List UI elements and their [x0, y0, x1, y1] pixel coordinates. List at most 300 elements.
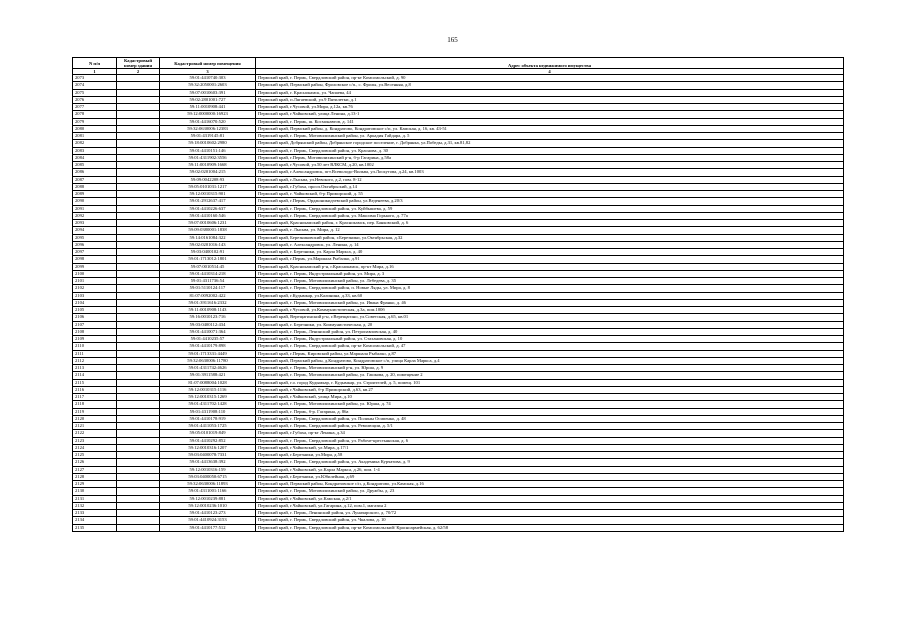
row-number: 2127	[73, 466, 117, 473]
room-cadastral-cell: 59:01:4410178:919	[160, 415, 256, 422]
building-cadastral-cell	[117, 394, 160, 401]
table-row	[73, 133, 844, 140]
room-cadastral-cell: 59:01:4410151:146	[160, 147, 256, 154]
table-row	[73, 96, 844, 103]
building-cadastral-cell	[117, 473, 160, 480]
table-row	[73, 234, 844, 241]
table-row	[73, 307, 844, 314]
table-row	[73, 125, 844, 132]
table-row	[73, 154, 844, 161]
row-number: 2126	[73, 459, 117, 466]
table-row	[73, 176, 844, 183]
building-cadastral-cell	[117, 133, 160, 140]
room-cadastral-cell: 59:05:0101031:1217	[160, 183, 256, 190]
table-row	[73, 408, 844, 415]
room-cadastral-cell: 59:01:4319145:81	[160, 133, 256, 140]
row-number: 2083	[73, 147, 117, 154]
room-cadastral-cell: 59:12:0010315:1269	[160, 394, 256, 401]
property-table	[72, 57, 844, 532]
row-number: 2103	[73, 292, 117, 299]
table-row	[73, 147, 844, 154]
room-cadastral-cell: 59:01:4416070:520	[160, 118, 256, 125]
index-col-2: 2	[117, 69, 160, 75]
room-cadastral-cell: 59:09:0380001:1838	[160, 227, 256, 234]
room-cadastral-cell: 59:32:0630006:11780	[160, 357, 256, 364]
table-row	[73, 299, 844, 306]
building-cadastral-cell	[117, 444, 160, 451]
address-cell: Пермский край, г. Пермь, Мотовилихинский р-н, ул. Юрша, д. 9	[256, 365, 844, 372]
row-number: 2128	[73, 473, 117, 480]
building-cadastral-cell	[117, 227, 160, 234]
row-number: 2075	[73, 89, 117, 96]
row-number: 2110	[73, 343, 117, 350]
room-cadastral-cell: 59:01:4410314:218	[160, 270, 256, 277]
address-cell: Пермский край, г. Пермь, б-р. Гагарина, д. 86а	[256, 408, 844, 415]
table-row	[73, 379, 844, 386]
building-cadastral-cell	[117, 82, 160, 89]
room-cadastral-cell: 59:11:0010909:1668	[160, 162, 256, 169]
row-number: 2073	[73, 75, 117, 82]
table-row	[73, 437, 844, 444]
row-number: 2109	[73, 336, 117, 343]
address-cell: Пермский край, г. Чайковский, б-р Приморский, д. 55	[256, 191, 844, 198]
address-cell: Пермский край, г. Лысьва, ул. Мира, д. 12	[256, 227, 844, 234]
address-cell: Пермский край, г. Пермь, Мотовилихинский район, ул. Гашкова, д. 20, помещение 2	[256, 372, 844, 379]
row-number: 2135	[73, 524, 117, 531]
address-cell: Пермский край, г.Чусовой, ул.Коммунистическая, д.3а, пом.100б	[256, 307, 844, 314]
address-cell: Пермский край, г.Чусовой, ул.Мира, д.12а, кв.76	[256, 104, 844, 111]
header-address: Адрес объекта недвижимого имущества	[256, 58, 844, 69]
room-cadastral-cell: 59:01:4311736:54	[160, 278, 256, 285]
address-cell: Пермский край, г.Чайковский, б-р Приморский, д.63, кв.27	[256, 386, 844, 393]
row-number: 2116	[73, 386, 117, 393]
address-cell: Пермский край, г. Пермь, Свердловский район, ул. Куйбышева, д. 59	[256, 205, 844, 212]
building-cadastral-cell	[117, 321, 160, 328]
address-cell: Пермский край, г. Пермь, Свердловский район, пр-кт Комсомольский, д. 47	[256, 343, 844, 350]
building-cadastral-cell	[117, 191, 160, 198]
row-number: 2106	[73, 314, 117, 321]
room-cadastral-cell: 59:01:4410292:852	[160, 437, 256, 444]
room-cadastral-cell: 59:01:4410123:273	[160, 510, 256, 517]
index-col-3: 3	[160, 69, 256, 75]
row-number: 2096	[73, 241, 117, 248]
room-cadastral-cell: 59:01:4311702:1428	[160, 401, 256, 408]
address-cell: Пермский край, Березниковский район, г.Березники, ул.Октябрьская, д.32	[256, 234, 844, 241]
building-cadastral-cell	[117, 423, 160, 430]
building-cadastral-cell	[117, 75, 160, 82]
row-number: 2133	[73, 510, 117, 517]
row-number: 2080	[73, 125, 117, 132]
table-row	[73, 227, 844, 234]
address-cell: Пермский край, г. Пермь, Индустриальный район, ул. Стахановская, д. 10	[256, 336, 844, 343]
row-number: 2125	[73, 452, 117, 459]
building-cadastral-cell	[117, 343, 160, 350]
room-cadastral-cell: 59:03:0400078:7331	[160, 452, 256, 459]
address-cell: Пермский край, г. Пермь, Мотовилихинский район, ул. Лебедева, д. 35	[256, 278, 844, 285]
table-row	[73, 111, 844, 118]
room-cadastral-cell: 59:18:0010602:2980	[160, 140, 256, 147]
address-cell: Пермский край, г. Березники, ул. Карла Маркса, д. 40	[256, 249, 844, 256]
row-number: 2107	[73, 321, 117, 328]
table-row	[73, 365, 844, 372]
building-cadastral-cell	[117, 466, 160, 473]
building-cadastral-cell	[117, 386, 160, 393]
building-cadastral-cell	[117, 234, 160, 241]
row-number: 2112	[73, 357, 117, 364]
room-cadastral-cell: 59:01:1713012:1801	[160, 256, 256, 263]
row-number: 2121	[73, 423, 117, 430]
address-cell: Пермский край, г.Пермь, Орджоникидзевский район, ул.Веденеева, д.20/3	[256, 198, 844, 205]
table-row	[73, 495, 844, 502]
address-cell: Пермский край, г. Пермь, Свердловский район, ул. Революции, д. 5/1	[256, 423, 844, 430]
row-number: 2104	[73, 299, 117, 306]
building-cadastral-cell	[117, 183, 160, 190]
table-row	[73, 256, 844, 263]
table-row	[73, 89, 844, 96]
room-cadastral-cell: 59:01:4410235:57	[160, 336, 256, 343]
row-number: 2132	[73, 502, 117, 509]
building-cadastral-cell	[117, 481, 160, 488]
address-cell: Пермский край, г. Пермь, Свердловский район, ул. Рабоче-крестьянская, д. 6	[256, 437, 844, 444]
row-number: 2124	[73, 444, 117, 451]
row-number: 2091	[73, 205, 117, 212]
room-cadastral-cell: 59:32:0630006:12383	[160, 125, 256, 132]
row-number: 2119	[73, 408, 117, 415]
room-cadastral-cell: 59:01:4410924:3153	[160, 517, 256, 524]
address-cell: Пермский край, г. Краснокамск, ул. Чапаева, 44	[256, 89, 844, 96]
address-cell: Пермский край, г. Пермь, Индустриальный район, ул. Мира, д. 3	[256, 270, 844, 277]
table-row	[73, 241, 844, 248]
address-cell: Пермский край, Пермский район, Фроловское с/п., с. Фролы, ул.Весенняя, д.8	[256, 82, 844, 89]
room-cadastral-cell: 59:07:0010606:1231	[160, 220, 256, 227]
building-cadastral-cell	[117, 495, 160, 502]
address-cell: Пермский край, г. Пермь, Ленинский район, ул. Луначарского, д. 70/72	[256, 510, 844, 517]
building-cadastral-cell	[117, 510, 160, 517]
building-cadastral-cell	[117, 401, 160, 408]
table-row	[73, 357, 844, 364]
room-cadastral-cell: 81:07:0092002:422	[160, 292, 256, 299]
table-row	[73, 205, 844, 212]
address-cell: Пермский край, г.Пермь, Кировский район, ул.Маршала Рыбалко, д.87	[256, 350, 844, 357]
table-row	[73, 350, 844, 357]
building-cadastral-cell	[117, 350, 160, 357]
table-row	[73, 278, 844, 285]
address-cell: Пермский край, г.Чайковский, ул.Камская, д.2/1	[256, 495, 844, 502]
table-row	[73, 452, 844, 459]
address-cell: Пермский край, г. Пермь, Мотовилихинский район, ул. Аркадия Гайдара, д. 5	[256, 133, 844, 140]
building-cadastral-cell	[117, 292, 160, 299]
room-cadastral-cell: 59:01:4311908:110	[160, 408, 256, 415]
room-cadastral-cell: 59:03:0400102:91	[160, 249, 256, 256]
address-cell: Пермский край, Пермский район, д. Кондратово, Кондратовское с/п, ул. Камская, д. 16, кв. 43-51	[256, 125, 844, 132]
building-cadastral-cell	[117, 307, 160, 314]
room-cadastral-cell: 59:02:2801001:727	[160, 96, 256, 103]
room-cadastral-cell: 59:12:0000000:16923	[160, 111, 256, 118]
address-cell: Пермский край, г.Березники, ул.Мира, д.58	[256, 452, 844, 459]
room-cadastral-cell: 59:01:4410160:546	[160, 212, 256, 219]
table-row	[73, 162, 844, 169]
room-cadastral-cell: 59:01:2912637:417	[160, 198, 256, 205]
address-cell: Пермский край, г. Пермь, Свердловский район, п. Новые Ляды, ул. Мира, д. 8	[256, 285, 844, 292]
room-cadastral-cell: 59:01:4410740:303	[160, 75, 256, 82]
row-number: 2113	[73, 365, 117, 372]
address-cell: Пермский край, г. Пермь, Свердловский район, ул. Полины Осипенко, д. 48	[256, 415, 844, 422]
header-room-cadastral: Кадастровый номер помещения	[160, 58, 256, 69]
building-cadastral-cell	[117, 169, 160, 176]
table-row	[73, 444, 844, 451]
address-cell: Пермский край, г.Пермь, Мотовилихинский р-н, б-р Гагарина, д.58а	[256, 154, 844, 161]
room-cadastral-cell: 59:01:4311902:3556	[160, 154, 256, 161]
room-cadastral-cell: 59:01:4411053:1725	[160, 423, 256, 430]
room-cadastral-cell: 59:01:1713331:4449	[160, 350, 256, 357]
address-cell: Пермский край, г.Губаха, пр-кт Ленина, д.34	[256, 430, 844, 437]
table-row	[73, 517, 844, 524]
table-row	[73, 183, 844, 190]
building-cadastral-cell	[117, 408, 160, 415]
address-cell: Пермский край, г. Пермь, Свердловский район, ул. Краснова, д. 30	[256, 147, 844, 154]
address-cell: Пермский край, п.Лягаевский, ул.9 Пятилетки, д.1	[256, 96, 844, 103]
address-cell: Пермский край, г.Чайковский, ул.Карла Маркса, д.26, пом. 1-4	[256, 466, 844, 473]
room-cadastral-cell: 59:01:4311742:4626	[160, 365, 256, 372]
row-number: 2081	[73, 133, 117, 140]
room-cadastral-cell: 59:01:4410226:637	[160, 205, 256, 212]
table-row	[73, 481, 844, 488]
table-row	[73, 140, 844, 147]
row-number: 2102	[73, 285, 117, 292]
address-cell: Пермский край, г.Березники, ул.Юбилейная, д.69	[256, 473, 844, 480]
row-number: 2105	[73, 307, 117, 314]
building-cadastral-cell	[117, 517, 160, 524]
building-cadastral-cell	[117, 328, 160, 335]
address-cell: Пермский край, г. Пермь, ш. Космонавтов, д. 141	[256, 118, 844, 125]
table-row	[73, 169, 844, 176]
room-cadastral-cell: 59:02:0201004:215	[160, 169, 256, 176]
header-building-cadastral: Кадастровый номер здания	[117, 58, 160, 69]
building-cadastral-cell	[117, 96, 160, 103]
building-cadastral-cell	[117, 249, 160, 256]
row-number: 2079	[73, 118, 117, 125]
table-row	[73, 249, 844, 256]
building-cadastral-cell	[117, 459, 160, 466]
table-row	[73, 510, 844, 517]
building-cadastral-cell	[117, 336, 160, 343]
room-cadastral-cell: 59:09:0042208:93	[160, 176, 256, 183]
address-cell: Пермский край, Верещагинский р-н, г.Верещагино, ул.Советская, д.65, кв.01	[256, 314, 844, 321]
address-cell: Пермский край, г. Пермь, Мотовилихинский район, ул. Ивана Франко, д. 46	[256, 299, 844, 306]
address-cell: Пермский край, г. Пермь, Ленинский район, ул. Петропавловская, д. 40	[256, 328, 844, 335]
building-cadastral-cell	[117, 241, 160, 248]
room-cadastral-cell: 59:12:0010239:881	[160, 495, 256, 502]
table-row	[73, 212, 844, 219]
room-cadastral-cell: 59:12:0010236:1010	[160, 502, 256, 509]
room-cadastral-cell: 59:01:4413638:392	[160, 459, 256, 466]
row-number: 2131	[73, 495, 117, 502]
room-cadastral-cell: 59:32:0630006:11893	[160, 481, 256, 488]
room-cadastral-cell: 59:01:3911588:421	[160, 372, 256, 379]
address-cell: Пермский край, г.о. город Кудымкар, г. Кудымкар, ул. Строителей, д. 5, помещ. 101	[256, 379, 844, 386]
building-cadastral-cell	[117, 415, 160, 422]
address-cell: Пермский край, г.Чайковский, ул.Мира, д.17/1	[256, 444, 844, 451]
row-number: 2076	[73, 96, 117, 103]
row-number: 2130	[73, 488, 117, 495]
room-cadastral-cell: 59:05:0101019:849	[160, 430, 256, 437]
table-row	[73, 343, 844, 350]
building-cadastral-cell	[117, 212, 160, 219]
building-cadastral-cell	[117, 198, 160, 205]
building-cadastral-cell	[117, 379, 160, 386]
row-number: 2118	[73, 401, 117, 408]
building-cadastral-cell	[117, 314, 160, 321]
room-cadastral-cell: 59:14:0161084:322	[160, 234, 256, 241]
table-row	[73, 285, 844, 292]
table-body	[73, 75, 844, 532]
address-cell: Пермский край, г. Пермь, Свердловский район, ул. Максима Горького, д. 77а	[256, 212, 844, 219]
building-cadastral-cell	[117, 488, 160, 495]
row-number: 2122	[73, 430, 117, 437]
building-cadastral-cell	[117, 452, 160, 459]
row-number: 2129	[73, 481, 117, 488]
address-cell: Пермский край, г. Александровск, ул. Ленина, д. 14	[256, 241, 844, 248]
address-cell: Пермский край, г.Чайковский, улица Мира, д.10	[256, 394, 844, 401]
building-cadastral-cell	[117, 140, 160, 147]
building-cadastral-cell	[117, 278, 160, 285]
room-cadastral-cell: 59:01:4410179:898	[160, 343, 256, 350]
room-cadastral-cell: 59:11:0010908:441	[160, 104, 256, 111]
room-cadastral-cell: 81:07:0088004:1028	[160, 379, 256, 386]
building-cadastral-cell	[117, 430, 160, 437]
address-cell: Пермский край, г. Пермь, Свердловский район, пр-кт Комсомольский/ Красноармейская, д. 62/58	[256, 524, 844, 531]
building-cadastral-cell	[117, 118, 160, 125]
row-number: 2099	[73, 263, 117, 270]
address-cell: Пермский край, Пермский район, д.Кондратово, Кондратовское с/п, улица Карла Маркса, д.4	[256, 357, 844, 364]
room-cadastral-cell: 59:07:0010603:391	[160, 89, 256, 96]
row-number: 2111	[73, 350, 117, 357]
table-row	[73, 292, 844, 299]
table-row	[73, 328, 844, 335]
table-row	[73, 314, 844, 321]
table-row	[73, 524, 844, 531]
address-cell: Пермский край, г.Чайковский, ул.Гагарина, д.12, пом.1, магазин 2	[256, 502, 844, 509]
building-cadastral-cell	[117, 437, 160, 444]
address-cell: Пермский край, г. Пермь, Мотовилихинский район, ул. Юрша, д. 74	[256, 401, 844, 408]
row-number: 2108	[73, 328, 117, 335]
table-row	[73, 198, 844, 205]
row-number: 2094	[73, 227, 117, 234]
building-cadastral-cell	[117, 205, 160, 212]
row-number: 2087	[73, 176, 117, 183]
building-cadastral-cell	[117, 111, 160, 118]
table-row	[73, 263, 844, 270]
row-number: 2090	[73, 198, 117, 205]
address-cell: Пермский край, г. Пермь, Свердловский район, ул. Чкалова, д. 10	[256, 517, 844, 524]
row-number: 2114	[73, 372, 117, 379]
table-row	[73, 401, 844, 408]
address-cell: Пермский край, г.Пермь, ул.Маршала Рыбалко, д.91	[256, 256, 844, 263]
building-cadastral-cell	[117, 270, 160, 277]
address-cell: Пермский край, г. Березники, ул. Коммунистическая, д. 20	[256, 321, 844, 328]
address-cell: Пермский край, Краснокамский р-н, г.Краснокамск, пр-кт Мира, д.16	[256, 263, 844, 270]
building-cadastral-cell	[117, 176, 160, 183]
address-cell: Пермский край, г.Губаха, просп.Октябрьский, д.14	[256, 183, 844, 190]
table-header-row	[73, 58, 844, 69]
row-number: 2082	[73, 140, 117, 147]
room-cadastral-cell: 59:01:5110124:117	[160, 285, 256, 292]
row-number: 2074	[73, 82, 117, 89]
room-cadastral-cell: 59:03:0400050:6715	[160, 473, 256, 480]
table-row	[73, 386, 844, 393]
building-cadastral-cell	[117, 162, 160, 169]
room-cadastral-cell: 59:12:0010315:1116	[160, 386, 256, 393]
row-number: 2134	[73, 517, 117, 524]
building-cadastral-cell	[117, 299, 160, 306]
index-col-4: 4	[256, 69, 844, 75]
table-row	[73, 394, 844, 401]
room-cadastral-cell: 59:12:0010316:159	[160, 466, 256, 473]
table-row	[73, 459, 844, 466]
building-cadastral-cell	[117, 220, 160, 227]
building-cadastral-cell	[117, 357, 160, 364]
table-row	[73, 220, 844, 227]
room-cadastral-cell: 59:12:0010315:901	[160, 191, 256, 198]
table-row	[73, 321, 844, 328]
address-cell: Пермский край, г.Александровск, пгт.Всеволодо-Вильва, ул.Лоскутова, д.24, кв.1003	[256, 169, 844, 176]
row-number: 2077	[73, 104, 117, 111]
building-cadastral-cell	[117, 263, 160, 270]
table-row	[73, 75, 844, 82]
room-cadastral-cell: 59:02:0201016:143	[160, 241, 256, 248]
table-row	[73, 466, 844, 473]
room-cadastral-cell: 59:07:0010514:45	[160, 263, 256, 270]
row-number: 2093	[73, 220, 117, 227]
row-number: 2117	[73, 394, 117, 401]
building-cadastral-cell	[117, 502, 160, 509]
row-number: 2120	[73, 415, 117, 422]
table-row	[73, 270, 844, 277]
room-cadastral-cell: 59:03:0400112:434	[160, 321, 256, 328]
address-cell: Пермский край, г.Чусовой, ул.50 лет ВЛКСМ, д.20, кв.1002	[256, 162, 844, 169]
building-cadastral-cell	[117, 125, 160, 132]
page-number: 165	[447, 36, 458, 44]
table-row	[73, 423, 844, 430]
table-row	[73, 336, 844, 343]
table-row	[73, 430, 844, 437]
building-cadastral-cell	[117, 147, 160, 154]
address-cell: Пермский край, Краснокамский район, г. Краснокамск, пер. Банковский, д. 6	[256, 220, 844, 227]
row-number: 2092	[73, 212, 117, 219]
row-number: 2098	[73, 256, 117, 263]
header-number: N п/п	[73, 58, 117, 69]
row-number: 2085	[73, 162, 117, 169]
room-cadastral-cell: 59:11:0010908:1143	[160, 307, 256, 314]
room-cadastral-cell: 59:01:4410071:364	[160, 328, 256, 335]
row-number: 2089	[73, 191, 117, 198]
building-cadastral-cell	[117, 524, 160, 531]
address-cell: Пермский край, г. Пермь, Мотовилихинский район, ул. Дружбы, д. 23	[256, 488, 844, 495]
row-number: 2078	[73, 111, 117, 118]
row-number: 2115	[73, 379, 117, 386]
row-number: 2086	[73, 169, 117, 176]
address-cell: Пермский край, г. Пермь, Свердловский район, ул. Академика Курчатова, д. 9	[256, 459, 844, 466]
table-row	[73, 118, 844, 125]
table-row	[73, 488, 844, 495]
row-number: 2084	[73, 154, 117, 161]
table-row	[73, 104, 844, 111]
building-cadastral-cell	[117, 89, 160, 96]
row-number: 2123	[73, 437, 117, 444]
table-row	[73, 473, 844, 480]
index-col-1: 1	[73, 69, 117, 75]
building-cadastral-cell	[117, 104, 160, 111]
